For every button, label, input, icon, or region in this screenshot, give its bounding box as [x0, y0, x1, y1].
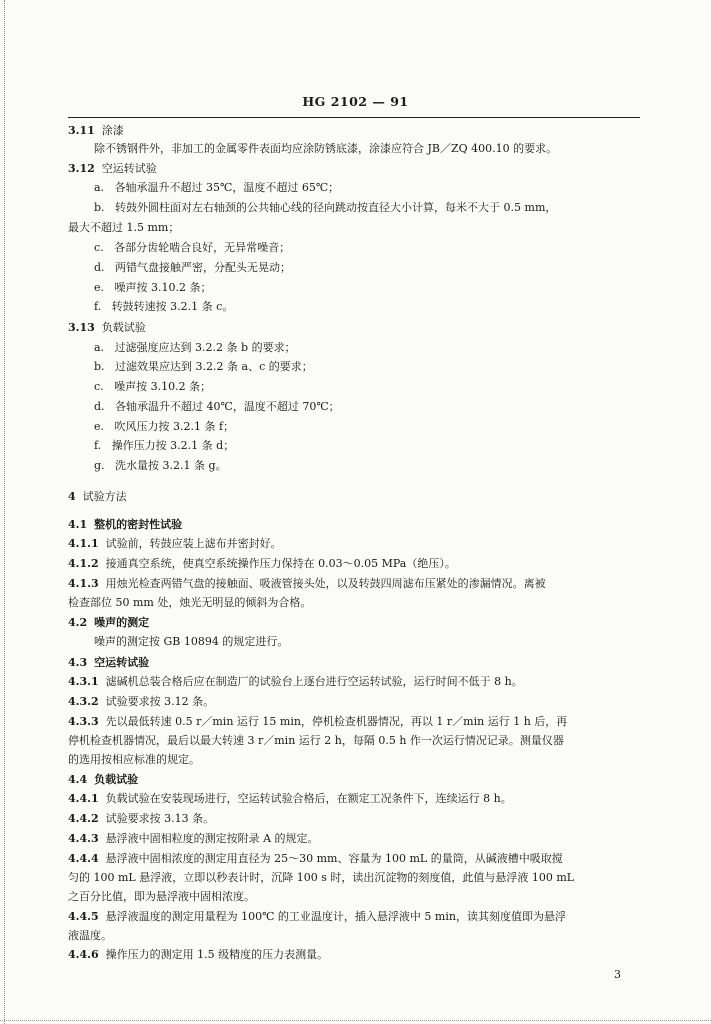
- clause-item: 4.4.6 操作压力的测定用 1.5 级精度的压力表测量。: [68, 948, 329, 961]
- clause-item-continuation: 之百分比值，即为悬浮液中固相浓度。: [68, 890, 255, 903]
- list-item: f. 转鼓转速按 3.2.1 条 c。: [94, 300, 234, 313]
- list-item: d. 两错气盘接触严密，分配头无晃动；: [94, 261, 292, 274]
- section-3-13-heading: 3.13 负载试验: [68, 321, 146, 334]
- clause-item: 4.4.3 悬浮液中固相粒度的测定按附录 A 的规定。: [68, 832, 319, 845]
- section-4-3-heading: 4.3 空运转试验: [68, 656, 150, 669]
- list-item: f. 操作压力按 3.2.1 条 d；: [94, 439, 235, 452]
- clause-item-continuation: 匀的 100 mL 悬浮液，立即以秒表计时，沉降 100 s 时，读出沉淀物的刻度值，此值与悬浮液 100 mL: [68, 871, 575, 884]
- section-4-4-heading: 4.4 负载试验: [68, 773, 139, 786]
- clause-item: 4.3.1 滤碱机总装合格后应在制造厂的试验台上逐台进行空运转试验，运行时间不低于 8 h。: [68, 675, 523, 688]
- scan-edge-bottom: [0, 1020, 711, 1021]
- section-3-11-heading: 3.11 涂漆: [68, 124, 124, 137]
- page-number: 3: [614, 968, 621, 981]
- standard-header: HG 2102 — 91: [302, 94, 409, 109]
- clause-item: 4.1.3 用烛光检查两错气盘的接触面、吸液管接头处，以及转鼓四周滤布压紧处的渗漏情况。离被: [68, 577, 546, 590]
- clause-item: 4.1.2 接通真空系统，使真空系统操作压力保持在 0.03～0.05 MPa（绝压）。: [68, 557, 456, 570]
- clause-item: 4.4.4 悬浮液中固相浓度的测定用直径为 25～30 mm、容量为 100 mL 的量筒，从碱液槽中吸取搅: [68, 852, 563, 865]
- list-item: c. 噪声按 3.10.2 条；: [94, 380, 212, 393]
- list-item: d. 各轴承温升不超过 40℃，温度不超过 70℃；: [94, 400, 340, 413]
- list-item: b. 过滤效果应达到 3.2.2 条 a、c 的要求；: [94, 360, 313, 373]
- list-item: g. 洗水量按 3.2.1 条 g。: [94, 459, 227, 472]
- clause-item-continuation: 的选用按相应标准的规定。: [68, 753, 200, 766]
- clause-item: 4.3.2 试验要求按 3.12 条。: [68, 695, 215, 708]
- list-item-continuation: 最大不超过 1.5 mm；: [68, 221, 180, 234]
- list-item: b. 转鼓外圆柱面对左右轴颈的公共轴心线的径向跳动按直径大小计算，每米不大于 0.5 mm，: [94, 201, 557, 214]
- list-item: a. 过滤强度应达到 3.2.2 条 b 的要求；: [94, 341, 296, 354]
- chapter-4-heading: 4 试验方法: [68, 490, 127, 503]
- header-rule: [68, 117, 640, 118]
- list-item: c. 各部分齿轮啮合良好，无异常噪音；: [94, 241, 291, 254]
- clause-item: 4.4.1 负载试验在安装现场进行，空运转试验合格后，在额定工况条件下，连续运行 8 h。: [68, 792, 512, 805]
- clause-item: 4.4.5 悬浮液温度的测定用量程为 100℃ 的工业温度计，插入悬浮液中 5 min，读其刻度值即为悬浮: [68, 910, 566, 923]
- clause-item: 4.1.1 试验前，转鼓应装上滤布并密封好。: [68, 537, 282, 550]
- clause-item-continuation: 液温度。: [68, 929, 112, 942]
- clause-item: 4.3.3 先以最低转速 0.5 r／min 运行 15 min，停机检查机器情况，再以 1 r／min 运行 1 h 后，再: [68, 715, 568, 728]
- section-3-11-text: 除不锈钢件外，非加工的金属零件表面均应涂防锈底漆，涂漆应符合 JB／ZQ 400.10 的要求。: [94, 142, 558, 155]
- section-4-2-text: 噪声的测定按 GB 10894 的规定进行。: [94, 635, 289, 648]
- clause-item: 4.4.2 试验要求按 3.13 条。: [68, 812, 215, 825]
- section-4-1-heading: 4.1 整机的密封性试验: [68, 518, 183, 531]
- clause-item-continuation: 检查部位 50 mm 处，烛光无明显的倾斜为合格。: [68, 596, 312, 609]
- scan-edge-left: [0, 0, 5, 1024]
- list-item: e. 吹风压力按 3.2.1 条 f；: [94, 420, 235, 433]
- section-3-12-heading: 3.12 空运转试验: [68, 162, 157, 175]
- clause-item-continuation: 停机检查机器情况，最后以最大转速 3 r／min 运行 2 h，每隔 0.5 h 作一次运行情况记录。测量仪器: [68, 734, 564, 747]
- list-item: e. 噪声按 3.10.2 条；: [94, 281, 212, 294]
- list-item: a. 各轴承温升不超过 35℃，温度不超过 65℃；: [94, 181, 340, 194]
- section-4-2-heading: 4.2 噪声的测定: [68, 616, 150, 629]
